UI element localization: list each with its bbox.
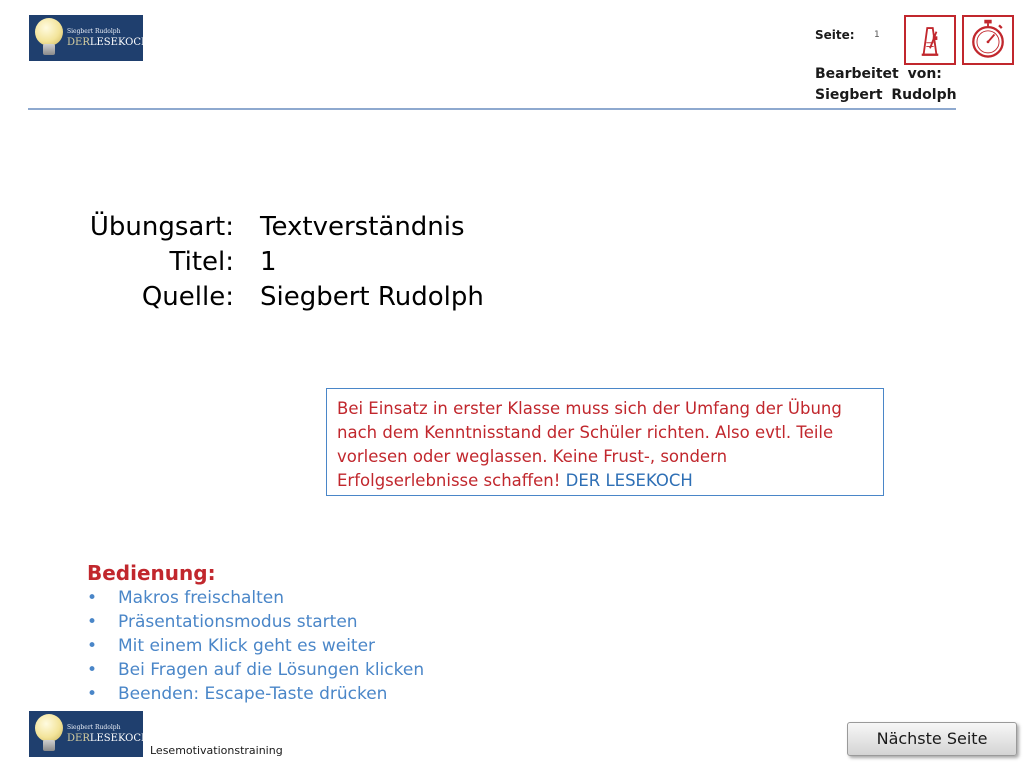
edited-by-label: Bearbeitet von: — [815, 66, 942, 82]
lesekoch-logo — [29, 15, 150, 61]
teacher-note — [326, 388, 884, 496]
teacher-note-brand: DER LESEKOCH — [565, 471, 693, 490]
instruction-item: • Bei Fragen auf die Lösungen klicken — [87, 658, 424, 682]
teacher-note-text: Bei Einsatz in erster Klasse muss sich der Umfang der Übung nach dem Kenntnisstand der Schüler richten. Also evtl. Teile vorlesen oder weglassen. Keine Frust-, sondern Erfolgserlebnisse schaffen! — [337, 399, 842, 490]
instruction-item: • Beenden: Escape-Taste drücken — [87, 682, 424, 706]
header-divider — [28, 108, 956, 110]
logo-brand-name: LESEKOCH — [89, 36, 150, 48]
edited-by-name: Siegbert Rudolph — [815, 87, 957, 103]
instruction-item: • Präsentationsmodus starten — [87, 610, 424, 634]
metronome-button[interactable] — [904, 15, 956, 65]
stopwatch-button[interactable] — [962, 15, 1014, 65]
stopwatch-icon — [964, 17, 1012, 63]
logo-author: Siegbert Rudolph — [67, 723, 121, 731]
title-value: 1 — [260, 247, 277, 277]
logo-author: Siegbert Rudolph — [67, 27, 121, 35]
page-number: 1 — [874, 30, 880, 40]
source-value: Siegbert Rudolph — [260, 282, 484, 312]
lesekoch-logo-footer — [29, 711, 150, 757]
next-page-button[interactable]: Nächste Seite — [847, 722, 1017, 756]
footer-label: Lesemotivationstraining — [150, 744, 283, 757]
instruction-item: • Mit einem Klick geht es weiter — [87, 634, 424, 658]
logo-brand-prefix: DER — [67, 36, 90, 48]
meta-values — [260, 210, 484, 315]
metronome-icon — [906, 17, 954, 63]
page-label: Seite: — [815, 28, 855, 42]
logo-brand-prefix: DER — [67, 732, 90, 744]
lightbulb-icon — [33, 714, 65, 754]
instruction-item: • Makros freischalten — [87, 586, 424, 610]
title-label: Titel: — [169, 247, 234, 277]
meta-labels — [88, 210, 234, 315]
source-label: Quelle: — [141, 282, 234, 312]
lightbulb-icon — [33, 18, 65, 58]
exercise-type-value: Textverständnis — [260, 212, 465, 242]
exercise-type-label: Übungsart: — [89, 212, 234, 242]
instructions-list — [87, 586, 424, 706]
logo-brand-name: LESEKOCH — [89, 732, 150, 744]
instructions-title: Bedienung: — [87, 561, 216, 585]
